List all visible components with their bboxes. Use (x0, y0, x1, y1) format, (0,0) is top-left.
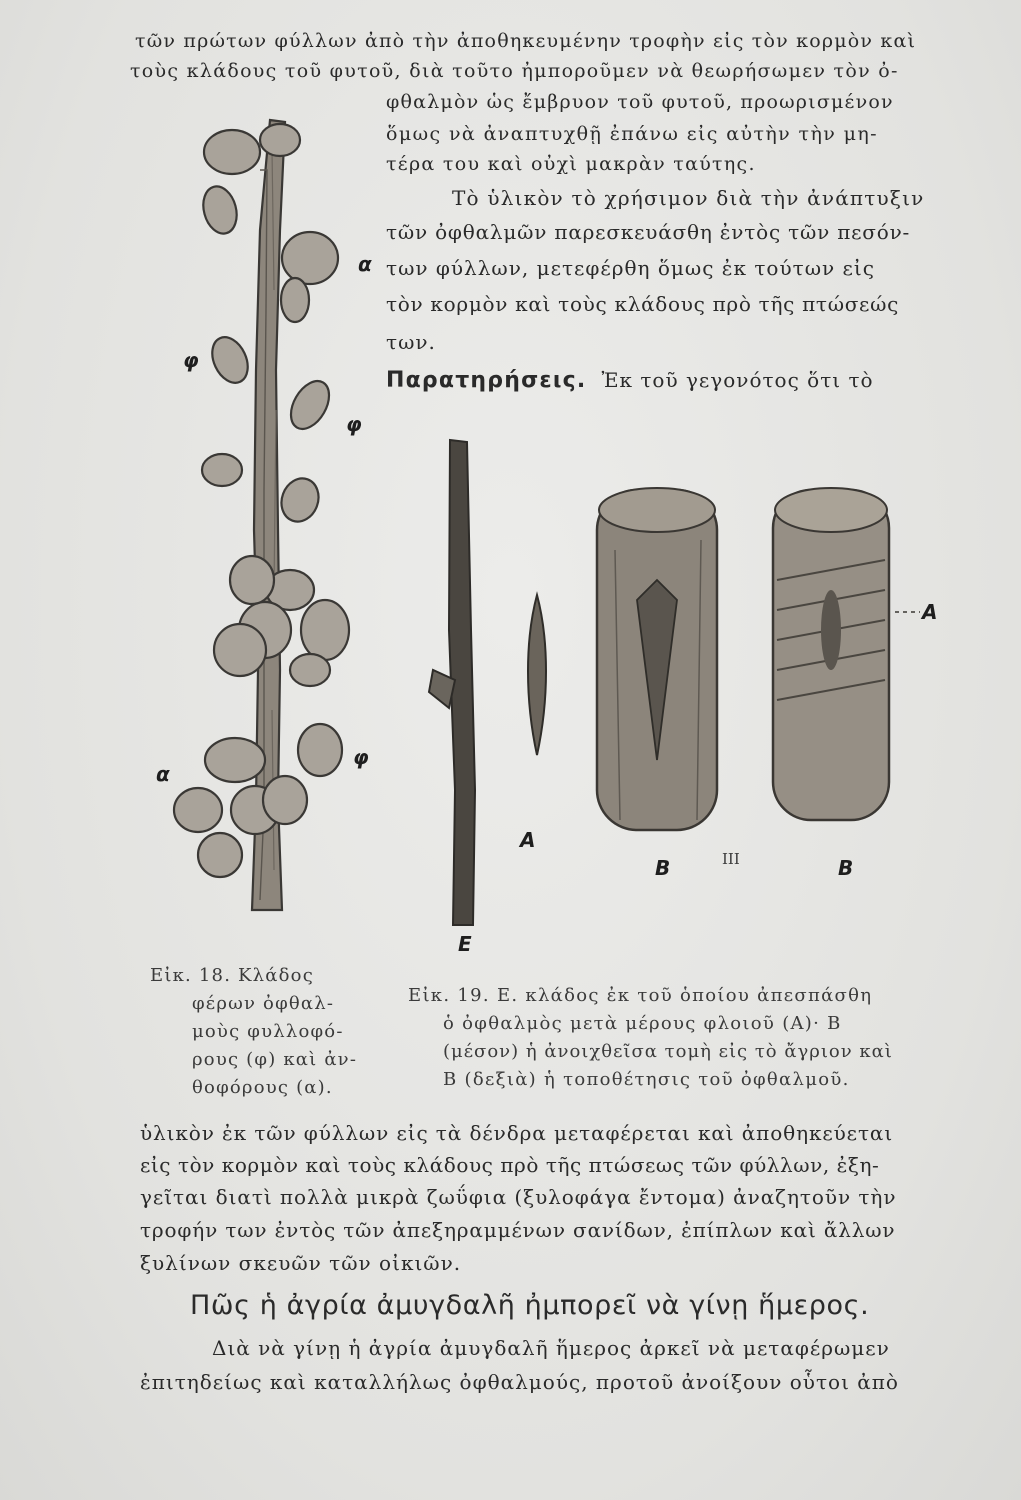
text-line: τοὺς κλάδους τοῦ φυτοῦ, διὰ τοῦτο ἠμποροῦμεν νὰ θεωρήσωμεν τὸν ὀ- (130, 60, 899, 82)
figure-19-label-III: ΙΙΙ (722, 850, 740, 868)
figure-19-label-A: Α (520, 828, 536, 852)
text-line: Διὰ νὰ γίνῃ ἡ ἀγρία ἀμυγδαλῆ ἥμερος ἀρκεῖ νὰ μεταφέρωμεν (212, 1336, 890, 1360)
text-line: ξυλίνων σκευῶν τῶν οἰκιῶν. (140, 1251, 462, 1275)
text-line: Τὸ ὑλικὸν τὸ χρήσιμον διὰ τὴν ἀνάπτυξιν (452, 186, 925, 210)
figure-18-caption: Εἰκ. 18. Κλάδος φέρων ὀφθαλ- μοὺς φυλλοφό- ρους (φ) καὶ ἀν- θοφόρους (α). (150, 965, 358, 1098)
text-line: τῶν ὀφθαλμῶν παρεσκευάσθη ἐντὸς τῶν πεσόν- (386, 220, 911, 244)
text-line: ὑλικὸν ἐκ τῶν φύλλων εἰς τὰ δένδρα μεταφέρεται καὶ ἀποθηκεύεται (140, 1121, 894, 1145)
figure-18-label-f: φ (183, 348, 199, 372)
figure-18-branch-illustration (160, 110, 410, 920)
figure-18-label-f: φ (346, 412, 362, 436)
figure-18-label-a: α (358, 252, 372, 276)
text-line: τέρα του καὶ οὐχὶ μακρὰν ταύτης. (386, 153, 756, 175)
figure-19-label-B: Β (838, 856, 854, 880)
text-line: τροφήν των ἐντὸς τῶν ἀπεξηραμμένων σανίδων, ἐπίπλων καὶ ἄλλων (140, 1218, 896, 1242)
observations-line (386, 370, 874, 392)
text-line: γεῖται διατὶ πολλὰ μικρὰ ζωΰφια (ξυλοφάγα ἔντομα) ἀναζητοῦν τὴν (140, 1185, 897, 1209)
text-line: τὸν κορμὸν καὶ τοὺς κλάδους πρὸ τῆς πτώσεώς (386, 292, 900, 316)
observations-label: Παρατηρήσεις. (386, 368, 587, 393)
text-line: των φύλλων, μετεφέρθη ὅμως ἐκ τούτων εἰς (386, 256, 875, 280)
figure-18-label-a: α (156, 762, 170, 786)
text-line: ἐπιτηδείως καὶ καταλλήλως ὀφθαλμούς, προτοῦ ἀνοίξουν οὗτοι ἀπὸ (140, 1370, 899, 1394)
text-line: φθαλμὸν ὡς ἔμβρυον τοῦ φυτοῦ, προωρισμένον (386, 91, 894, 113)
figure-18-label-f: φ (353, 745, 369, 769)
observations-text: Ἐκ τοῦ γεγονότος ὅτι τὸ (601, 368, 874, 392)
text-line: των. (386, 330, 436, 354)
figure-19-caption: Εἰκ. 19. Ε. κλάδος ἐκ τοῦ ὁποίου ἀπεσπάσθη ὁ ὀφθαλμὸς μετὰ μέρους φλοιοῦ (Α)· Β (μέσον) ἡ ἀνοιχθεῖσα τομὴ εἰς τὸ ἄγριον καὶ Β (δεξιὰ) ἡ τοποθέτησις τοῦ ὀφθαλμοῦ. (408, 985, 893, 1090)
text-line: εἰς τὸν κορμὸν καὶ τοὺς κλάδους πρὸ τῆς πτώσεως τῶν φύλλων, ἐξη- (140, 1153, 880, 1177)
figure-19-label-E: Ε (458, 932, 472, 956)
figure-19-grafting-illustration (415, 430, 975, 950)
figure-19-label-A-right: Α (922, 600, 938, 624)
figure-19-label-B: Β (655, 856, 671, 880)
text-line: ὅμως νὰ ἀναπτυχθῇ ἐπάνω εἰς αὐτὴν τὴν μη- (386, 123, 878, 145)
text-line: τῶν πρώτων φύλλων ἀπὸ τὴν ἀποθηκευμένην τροφὴν εἰς τὸν κορμὸν καὶ (135, 30, 917, 52)
section-heading: Πῶς ἡ ἀγρία ἀμυγδαλῆ ἠμπορεῖ νὰ γίνῃ ἥμερος. (190, 1290, 870, 1321)
